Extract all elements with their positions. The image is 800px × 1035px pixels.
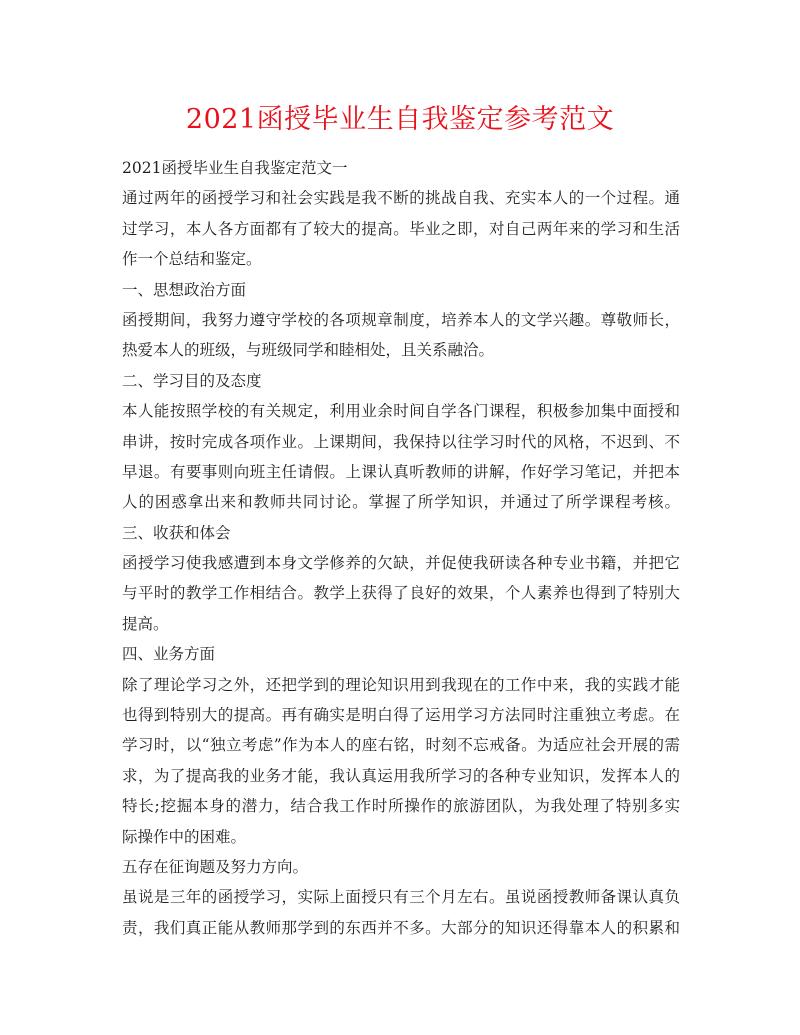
body-text-line: 函授学习使我感遭到本身文学修养的欠缺，并促使我研读各种专业书籍，并把它	[122, 554, 680, 573]
body-text-line: 通过两年的函授学习和社会实践是我不断的挑战自我、充实本人的一个过程。通	[122, 189, 680, 208]
body-text-line: 作一个总结和鉴定。	[122, 250, 262, 269]
body-text-line: 责，我们真正能从教师那学到的东西并不多。大部分的知识还得靠本人的积累和	[122, 918, 680, 937]
body-text-line: 二、学习目的及态度	[122, 371, 262, 390]
body-text-line: 提高。	[122, 614, 169, 633]
body-text-line: 五存在征询题及努力方向。	[122, 857, 309, 876]
body-text-line: 也得到特别大的提高。再有确实是明白得了运用学习方法同时注重独立考虑。在	[122, 706, 680, 725]
body-text-line: 人的困惑拿出来和教师共同讨论。掌握了所学知识，并通过了所学课程考核。	[122, 493, 680, 512]
body-text-line: 一、思想政治方面	[122, 280, 247, 299]
body-text-line: 热爱本人的班级，与班级同学和睦相处，且关系融洽。	[122, 341, 495, 360]
body-text-line: 学习时，以“独立考虑”作为本人的座右铭，时刻不忘戒备。为适应社会开展的需	[122, 736, 680, 755]
body-text-line: 2021函授毕业生自我鉴定范文一	[122, 159, 348, 177]
body-text-line: 际操作中的困难。	[122, 827, 247, 846]
body-text-line: 除了理论学习之外，还把学到的理论知识用到我现在的工作中来，我的实践才能	[122, 675, 680, 694]
body-text-line: 四、业务方面	[122, 645, 216, 664]
body-text-line: 早退。有要事则向班主任请假。上课认真听教师的讲解，作好学习笔记，并把本	[122, 462, 680, 481]
body-text-line: 串讲，按时完成各项作业。上课期间，我保持以往学习时代的风格，不迟到、不	[122, 432, 680, 451]
body-text-line: 虽说是三年的函授学习，实际上面授只有三个月左右。虽说函授教师备课认真负	[122, 888, 680, 907]
body-text-line: 三、收获和体会	[122, 523, 231, 542]
body-text-line: 求，为了提高我的业务才能，我认真运用我所学习的各种专业知识，发挥本人的	[122, 766, 680, 785]
body-text-line: 函授期间，我努力遵守学校的各项规章制度，培养本人的文学兴趣。尊敬师长，	[122, 310, 680, 329]
body-text-line: 与平时的教学工作相结合。教学上获得了良好的效果，个人素养也得到了特别大	[122, 584, 680, 603]
document-body	[122, 153, 680, 943]
body-text-line: 特长;挖掘本身的潜力，结合我工作时所操作的旅游团队，为我处理了特别多实	[122, 797, 680, 816]
body-text-line: 本人能按照学校的有关规定，利用业余时间自学各门课程，积极参加集中面授和	[122, 402, 680, 421]
body-text-line: 过学习，本人各方面都有了较大的提高。毕业之即，对自己两年来的学习和生活	[122, 219, 680, 238]
document-title: 2021函授毕业生自我鉴定参考范文	[185, 104, 615, 135]
